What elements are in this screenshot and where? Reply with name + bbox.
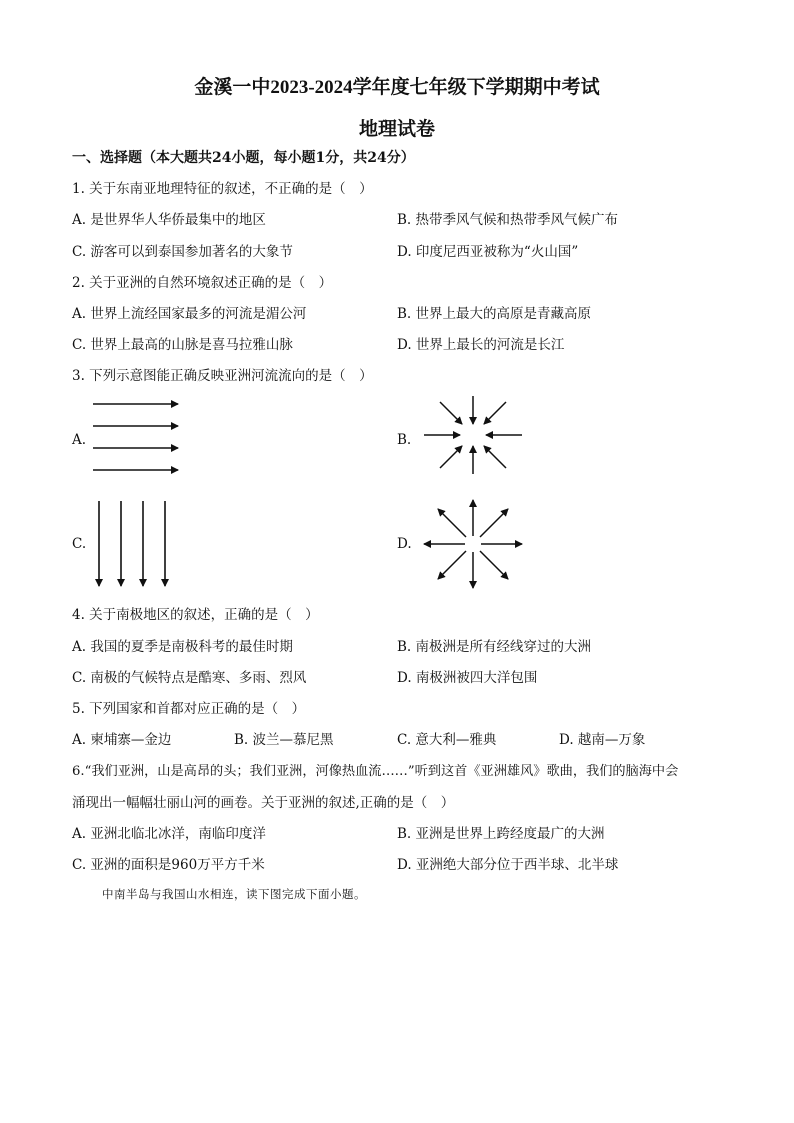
question-5-stem: 5. 下列国家和首都对应正确的是（ ） bbox=[72, 701, 306, 717]
question-4-option-a: A. 我国的夏季是南极科考的最佳时期 bbox=[72, 639, 293, 655]
section-heading: 一、选择题（本大题共24小题，每小题1分，共24分） bbox=[72, 150, 415, 166]
question-6-stem-line-2: 涌现出一幅幅壮丽山河的画卷。关于亚洲的叙述,正确的是（ ） bbox=[72, 795, 455, 811]
outward-radiating-arrows-figure bbox=[420, 496, 526, 592]
question-2-option-c: C. 世界上最高的山脉是喜马拉雅山脉 bbox=[72, 337, 293, 353]
inward-converging-arrows-figure bbox=[420, 392, 526, 478]
question-2-option-b: B. 世界上最大的高原是青藏高原 bbox=[397, 306, 592, 322]
question-5-option-d: D. 越南—万象 bbox=[559, 732, 646, 748]
question-5-option-a: A. 柬埔寨—金边 bbox=[72, 732, 172, 748]
parallel-down-arrows-figure bbox=[88, 498, 178, 590]
question-3-option-a: A. bbox=[72, 432, 87, 448]
question-4-stem: 4. 关于南极地区的叙述，正确的是（ ） bbox=[72, 607, 319, 623]
question-6-option-a: A. 亚洲北临北冰洋，南临印度洋 bbox=[72, 826, 266, 842]
question-2-option-d: D. 世界上最长的河流是长江 bbox=[397, 337, 565, 353]
question-3-option-c: C. bbox=[72, 536, 87, 552]
question-6-option-b: B. 亚洲是世界上跨经度最广的大洲 bbox=[397, 826, 605, 842]
exam-subtitle: 地理试卷 bbox=[358, 119, 435, 140]
question-3-stem: 3. 下列示意图能正确反映亚洲河流流向的是（ ） bbox=[72, 368, 373, 384]
question-3-option-b: B. bbox=[397, 432, 412, 448]
question-5-option-c: C. 意大利—雅典 bbox=[397, 732, 497, 748]
parallel-right-arrows-figure bbox=[88, 392, 188, 482]
question-3-option-d: D. bbox=[397, 536, 412, 552]
question-2-option-a: A. 世界上流经国家最多的河流是湄公河 bbox=[72, 306, 307, 322]
exam-title: 金溪一中2023-2024学年度七年级下学期期中考试 bbox=[194, 77, 600, 98]
question-6-option-c: C. 亚洲的面积是960万平方千米 bbox=[72, 857, 265, 873]
question-4-option-b: B. 南极洲是所有经线穿过的大洲 bbox=[397, 639, 592, 655]
question-6-stem-line-1: 6.“我们亚洲，山是高昂的头；我们亚洲，河像热血流……”听到这首《亚洲雄风》歌曲，我们的脑海中会 bbox=[72, 764, 679, 779]
question-2-stem: 2. 关于亚洲的自然环境叙述正确的是（ ） bbox=[72, 275, 333, 291]
question-4-option-d: D. 南极洲被四大洋包围 bbox=[397, 670, 538, 686]
question-6-option-d: D. 亚洲绝大部分位于西半球、北半球 bbox=[397, 857, 619, 873]
passage-note: 中南半岛与我国山水相连，读下图完成下面小题。 bbox=[102, 887, 366, 901]
question-4-option-c: C. 南极的气候特点是酷寒、多雨、烈风 bbox=[72, 670, 307, 686]
question-1-option-d: D. 印度尼西亚被称为“火山国” bbox=[397, 244, 579, 260]
question-1-stem: 1. 关于东南亚地理特征的叙述，不正确的是（ ） bbox=[72, 181, 373, 197]
question-1-option-b: B. 热带季风气候和热带季风气候广布 bbox=[397, 212, 619, 228]
question-1-option-a: A. 是世界华人华侨最集中的地区 bbox=[72, 212, 266, 228]
question-5-option-b: B. 波兰—慕尼黑 bbox=[234, 732, 334, 748]
question-1-option-c: C. 游客可以到泰国参加著名的大象节 bbox=[72, 244, 293, 260]
